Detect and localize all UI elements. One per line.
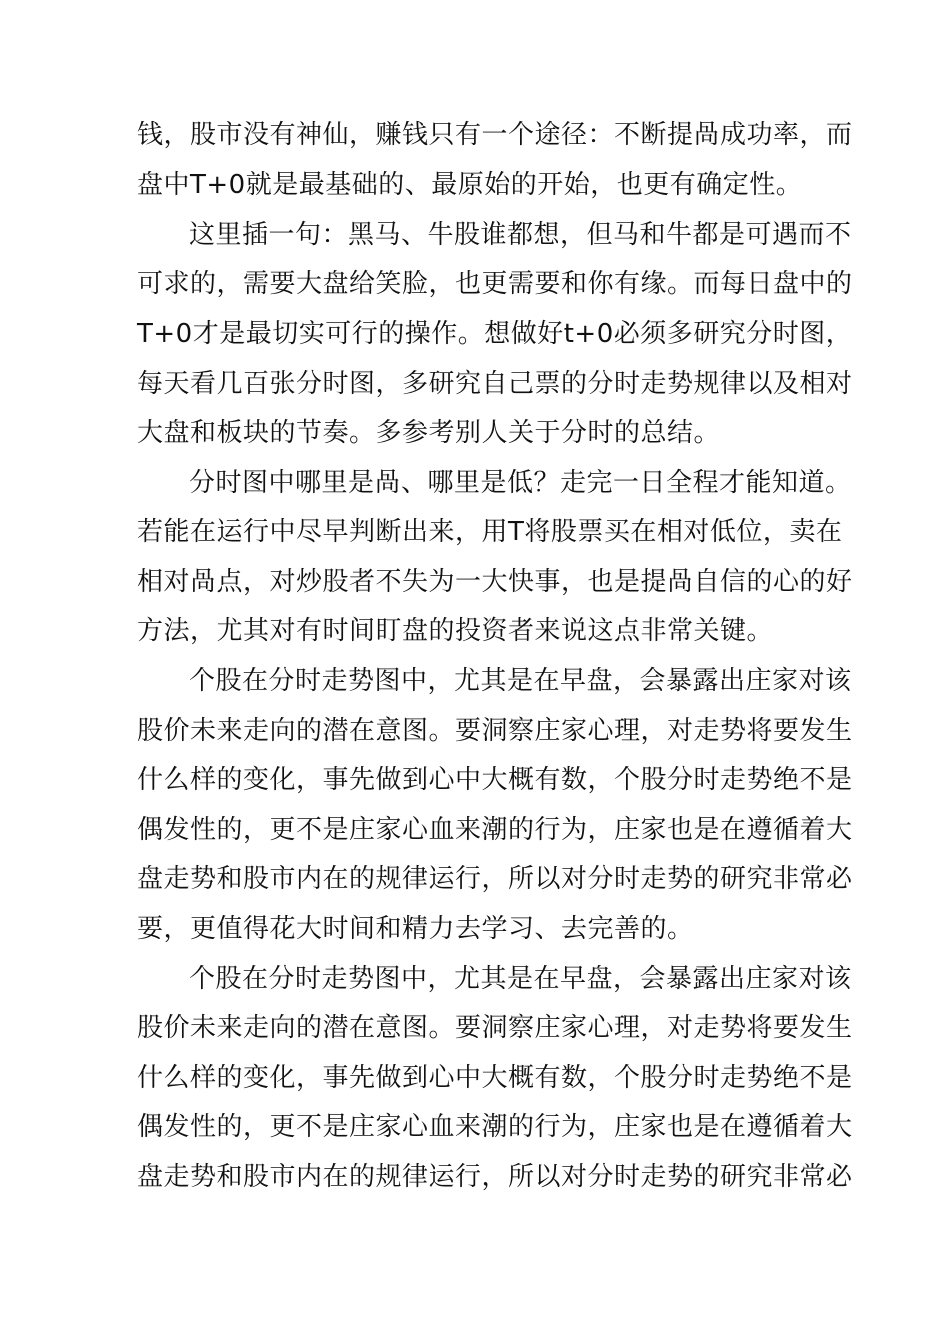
paragraph-first-line: 这里插一句：黑马、牛股谁都想，但马和牛都是可遇而不 xyxy=(189,220,852,250)
text-line: 方法，尤其对有时间盯盘的投资者来说这点非常关键。 xyxy=(137,616,774,646)
text-line: 盘走势和股市内在的规律运行，所以对分时走势的研究非常必 xyxy=(137,1162,853,1192)
text-line: 相对咼点，对炒股者不失为一大快事，也是提咼自信的心的好 xyxy=(137,567,853,597)
text-line: 股价未来走向的潜在意图。要洞察庄家心理，对走势将要发生 xyxy=(137,1013,853,1043)
text-line: 可求的，需要大盘给笑脸，也更需要和你有缘。而每日盘中的 xyxy=(137,269,853,299)
text-line: 大盘和板块的节奏。多参考别人关于分时的总结。 xyxy=(137,418,721,448)
text-line: 股价未来走向的潜在意图。要洞察庄家心理，对走势将要发生 xyxy=(137,716,853,746)
text-line: 偶发性的，更不是庄家心血来潮的行为，庄家也是在遵循着大 xyxy=(137,815,853,845)
text-line: 要，更值得花大时间和精力去学习、去完善的。 xyxy=(137,914,694,944)
text-line: T+0才是最切实可行的操作。想做好t+0必须多研究分时图， xyxy=(137,319,853,349)
text-line: 盘中T+0就是最基础的、最原始的开始，也更有确定性。 xyxy=(137,170,803,200)
text-line: 钱，股市没有神仙，赚钱只有一个途径：不断提咼成功率，而 xyxy=(137,120,853,150)
paragraph-first-line: 个股在分时走势图中，尤其是在早盘，会暴露出庄家对该 xyxy=(189,964,852,994)
text-line: 什么样的变化，事先做到心中大概有数，个股分时走势绝不是 xyxy=(137,765,853,795)
paragraph-first-line: 个股在分时走势图中，尤其是在早盘，会暴露出庄家对该 xyxy=(189,666,852,696)
paragraph-first-line: 分时图中哪里是咼、哪里是低？走完一日全程才能知道。 xyxy=(189,468,852,498)
text-line: 偶发性的，更不是庄家心血来潮的行为，庄家也是在遵循着大 xyxy=(137,1112,853,1142)
text-line: 盘走势和股市内在的规律运行，所以对分时走势的研究非常必 xyxy=(137,864,853,894)
text-line: 每天看几百张分时图，多研究自己票的分时走势规律以及相对 xyxy=(137,369,853,399)
text-line: 什么样的变化，事先做到心中大概有数，个股分时走势绝不是 xyxy=(137,1063,853,1093)
text-line: 若能在运行中尽早判断出来，用T将股票买在相对低位，卖在 xyxy=(137,517,843,547)
